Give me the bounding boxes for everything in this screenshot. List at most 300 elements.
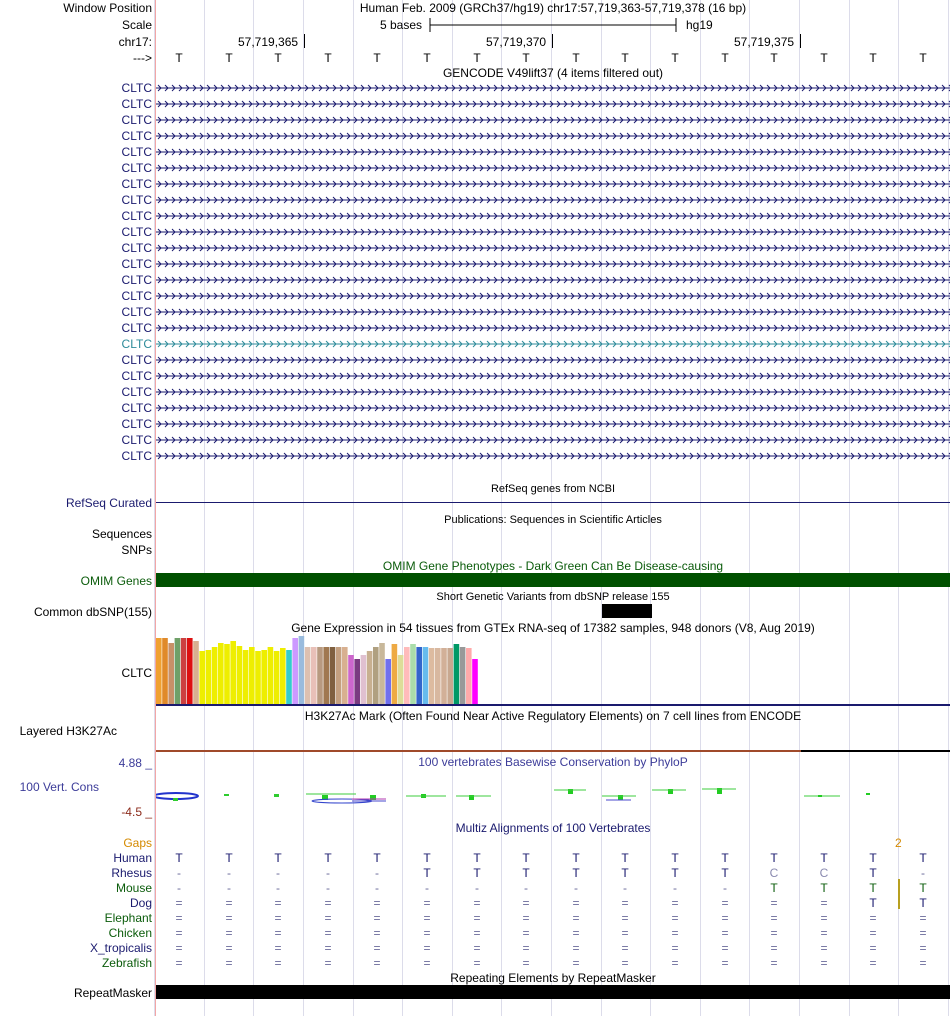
gene-transcript-line[interactable] [156, 275, 950, 285]
alignment-base: T [274, 851, 282, 865]
alignment-base: = [373, 926, 381, 940]
gene-track-label[interactable]: CLTC [121, 145, 152, 159]
gene-track-label[interactable]: CLTC [121, 417, 152, 431]
alignment-base: = [274, 926, 282, 940]
base-letter: T [373, 51, 381, 65]
alignment-base: = [919, 941, 927, 955]
snps-label[interactable]: SNPs [121, 543, 152, 557]
alignment-base: = [324, 941, 332, 955]
position-text: Human Feb. 2009 (GRCh37/hg19) chr17:57,719,363-57,719,378 (16 bp) [359, 1, 747, 15]
repeatmasker-label[interactable]: RepeatMasker [73, 986, 152, 1000]
alignment-base: T [721, 866, 729, 880]
alignment-base: = [572, 896, 580, 910]
alignment-base: = [225, 896, 233, 910]
species-label[interactable]: Chicken [108, 926, 152, 940]
gene-transcript-line[interactable] [156, 339, 950, 349]
alignment-base: = [671, 926, 679, 940]
alignment-base: - [326, 881, 330, 895]
gtex-tissue-bar[interactable] [305, 647, 311, 704]
base-letter: T [522, 51, 530, 65]
gene-transcript-line[interactable] [156, 195, 950, 205]
gene-transcript-line[interactable] [156, 147, 950, 157]
gene-transcript-line[interactable] [156, 179, 950, 189]
omim-gene-bar[interactable] [156, 573, 950, 587]
omim-title: OMIM Gene Phenotypes - Dark Green Can Be Disease-causing [382, 559, 724, 573]
gene-transcript-line[interactable] [156, 371, 950, 381]
gtex-tissue-bar[interactable] [373, 647, 379, 704]
gene-track-label[interactable]: CLTC [121, 161, 152, 175]
gene-track-label[interactable]: CLTC [121, 401, 152, 415]
gtex-tissue-bar[interactable] [342, 647, 348, 704]
refseq-label[interactable]: RefSeq Curated [65, 496, 152, 510]
gtex-tissue-bar[interactable] [460, 647, 466, 704]
alignment-base: = [869, 956, 877, 970]
gtex-tissue-bar[interactable] [311, 647, 317, 704]
gtex-tissue-bar[interactable] [261, 650, 267, 704]
base-letter: T [721, 51, 729, 65]
gtex-tissue-bar[interactable] [274, 651, 280, 704]
alignment-base: T [572, 851, 580, 865]
base-letter: T [274, 51, 282, 65]
alignment-base: - [921, 866, 925, 880]
base-letter: T [869, 51, 877, 65]
coord-tick [304, 34, 305, 48]
alignment-base: = [175, 911, 183, 925]
alignment-base: = [869, 926, 877, 940]
gtex-tissue-bar[interactable] [175, 638, 181, 704]
coord-tick-label: 57,719,365 [238, 35, 299, 49]
alignment-base: T [869, 851, 877, 865]
gtex-tissue-bar[interactable] [224, 644, 230, 704]
dbsnp-variant-block[interactable] [602, 604, 652, 618]
alignment-base: = [473, 911, 481, 925]
alignment-base: - [227, 881, 231, 895]
species-label[interactable]: Mouse [115, 881, 152, 895]
coord-tick-label: 57,719,375 [734, 35, 795, 49]
alignment-base: = [820, 896, 828, 910]
h3k27ac-label[interactable]: Layered H3K27Ac [19, 724, 117, 738]
coord-tick [800, 34, 801, 48]
alignment-base: T [621, 866, 629, 880]
gtex-gene-label[interactable]: CLTC [121, 666, 152, 680]
alignment-base: = [473, 941, 481, 955]
species-label[interactable]: Dog [129, 896, 152, 910]
common-dbsnp-label[interactable]: Common dbSNP(155) [33, 605, 152, 619]
alignment-base: = [175, 926, 183, 940]
alignment-base: T [770, 881, 778, 895]
phylop-title: 100 vertebrates Basewise Conservation by PhyloP [418, 755, 688, 769]
alignment-base: = [721, 896, 729, 910]
gtex-tissue-bar[interactable] [317, 647, 323, 704]
gtex-tissue-bar[interactable] [336, 647, 342, 704]
alignment-base: = [373, 911, 381, 925]
alignment-base: = [324, 956, 332, 970]
gene-transcript-line[interactable] [156, 403, 950, 413]
alignment-base: = [423, 911, 431, 925]
gtex-tissue-bar[interactable] [181, 638, 187, 704]
gtex-tissue-bar[interactable] [187, 638, 193, 704]
gtex-tissue-bar[interactable] [447, 648, 453, 704]
h3k27ac-signal-black[interactable] [801, 750, 950, 752]
alignment-base: - [723, 881, 727, 895]
refseq-title: RefSeq genes from NCBI [490, 483, 616, 495]
gtex-tissue-bar[interactable] [168, 643, 174, 704]
scale-bar [428, 17, 680, 33]
alignment-base: - [375, 866, 379, 880]
alignment-base: T [175, 851, 183, 865]
gtex-expression-chart[interactable] [156, 634, 950, 704]
gtex-tissue-bar[interactable] [392, 644, 398, 704]
gene-transcript-line[interactable] [156, 451, 950, 461]
alignment-base: = [770, 941, 778, 955]
gtex-tissue-bar[interactable] [354, 659, 360, 704]
gene-track-label[interactable]: CLTC [121, 225, 152, 239]
sequences-label[interactable]: Sequences [91, 527, 152, 541]
alignment-base: = [324, 911, 332, 925]
base-letter: T [473, 51, 481, 65]
gene-track-label[interactable]: CLTC [121, 177, 152, 191]
gene-transcript-line[interactable] [156, 211, 950, 221]
gene-track-label[interactable]: CLTC [121, 337, 152, 351]
refseq-gene-line[interactable] [156, 502, 950, 503]
base-letter: T [621, 51, 629, 65]
alignment-base: T [225, 851, 233, 865]
gtex-tissue-bar[interactable] [243, 650, 249, 704]
alignment-base: - [524, 881, 528, 895]
gene-transcript-line[interactable] [156, 99, 950, 109]
alignment-base: T [373, 851, 381, 865]
rmsk-repeat-bar[interactable] [156, 985, 950, 999]
gene-track-label[interactable]: CLTC [121, 97, 152, 111]
chrom-label: chr17: [118, 35, 152, 49]
alignment-base: = [175, 896, 183, 910]
gene-track-label[interactable]: CLTC [121, 305, 152, 319]
alignment-base: = [473, 926, 481, 940]
alignment-base: - [475, 881, 479, 895]
alignment-base: - [326, 866, 330, 880]
alignment-base: = [770, 956, 778, 970]
cons-min-label: -4.5 _ [121, 805, 152, 819]
species-label[interactable]: Elephant [104, 911, 152, 925]
alignment-base: = [671, 941, 679, 955]
gene-track-label[interactable]: CLTC [121, 433, 152, 447]
gene-transcript-line[interactable] [156, 83, 950, 93]
alignment-base: = [820, 941, 828, 955]
gtex-tissue-bar[interactable] [361, 655, 367, 704]
gene-transcript-line[interactable] [156, 419, 950, 429]
gtex-tissue-bar[interactable] [162, 638, 168, 704]
alignment-base: = [621, 956, 629, 970]
gtex-tissue-bar[interactable] [156, 638, 162, 704]
species-label[interactable]: Rhesus [111, 866, 152, 880]
alignment-base: = [572, 926, 580, 940]
gtex-tissue-bar[interactable] [472, 659, 478, 704]
base-letter: T [820, 51, 828, 65]
track-labels-panel [0, 0, 155, 1016]
alignment-base: T [869, 866, 877, 880]
gtex-tissue-bar[interactable] [348, 655, 354, 704]
gtex-tissue-bar[interactable] [199, 651, 205, 704]
gtex-tissue-bar[interactable] [435, 648, 441, 704]
alignment-base: = [919, 956, 927, 970]
alignment-base: = [770, 911, 778, 925]
alignment-base: = [869, 941, 877, 955]
alignment-base: = [522, 896, 530, 910]
alignment-base: - [177, 881, 181, 895]
gtex-baseline [156, 704, 950, 706]
gtex-title: Gene Expression in 54 tissues from GTEx RNA-seq of 17382 samples, 948 donors (V8, Aug 2019) [291, 621, 815, 635]
base-letter: T [423, 51, 431, 65]
alignment-base: - [375, 881, 379, 895]
alignment-base: = [373, 896, 381, 910]
alignment-base: T [522, 866, 530, 880]
alignment-base: - [425, 881, 429, 895]
base-letter: T [324, 51, 332, 65]
gtex-tissue-bar[interactable] [416, 647, 422, 704]
base-letter: T [225, 51, 233, 65]
browser-image-panel[interactable] [156, 0, 950, 1016]
alignment-base: = [473, 896, 481, 910]
phylop-conservation-plot[interactable] [156, 780, 950, 810]
alignment-base: C [769, 866, 779, 880]
gene-track-label[interactable]: CLTC [121, 113, 152, 127]
gtex-tissue-bar[interactable] [212, 647, 218, 704]
alignment-base: = [473, 956, 481, 970]
gap-marker [898, 879, 900, 909]
alignment-base: = [621, 911, 629, 925]
gene-transcript-line[interactable] [156, 163, 950, 173]
alignment-base: = [869, 911, 877, 925]
species-label[interactable]: Human [113, 851, 152, 865]
gene-track-label[interactable]: CLTC [121, 369, 152, 383]
alignment-base: = [770, 896, 778, 910]
gtex-tissue-bar[interactable] [454, 644, 460, 704]
coord-tick-label: 57,719,370 [486, 35, 547, 49]
gene-track-label[interactable]: CLTC [121, 353, 152, 367]
gene-transcript-line[interactable] [156, 227, 950, 237]
alignment-base: = [671, 956, 679, 970]
gtex-tissue-bar[interactable] [249, 647, 255, 704]
alignment-base: T [572, 866, 580, 880]
gtex-tissue-bar[interactable] [292, 638, 298, 704]
gtex-tissue-bar[interactable] [255, 651, 261, 704]
alignment-base: T [869, 881, 877, 895]
alignment-base: = [820, 911, 828, 925]
alignment-base: = [522, 956, 530, 970]
alignment-base: = [225, 926, 233, 940]
alignment-base: = [919, 911, 927, 925]
alignment-base: T [473, 851, 481, 865]
base-letter: T [770, 51, 778, 65]
alignment-base: = [225, 911, 233, 925]
base-letter: T [175, 51, 183, 65]
gene-transcript-line[interactable] [156, 131, 950, 141]
gtex-tissue-bar[interactable] [218, 643, 224, 704]
species-label[interactable]: X_tropicalis [89, 941, 152, 955]
alignment-base: = [721, 941, 729, 955]
alignment-base: = [522, 941, 530, 955]
alignment-base: = [770, 926, 778, 940]
alignment-base: = [225, 956, 233, 970]
gridline [154, 0, 155, 1016]
gene-track-label[interactable]: CLTC [121, 289, 152, 303]
gene-track-label[interactable]: CLTC [121, 257, 152, 271]
gtex-tissue-bar[interactable] [237, 646, 243, 704]
rmsk-title: Repeating Elements by RepeatMasker [450, 971, 656, 985]
alignment-base: = [572, 956, 580, 970]
alignment-base: = [721, 926, 729, 940]
gtex-tissue-bar[interactable] [323, 647, 329, 704]
dbsnp-title: Short Genetic Variants from dbSNP release 155 [436, 591, 670, 603]
gtex-tissue-bar[interactable] [398, 655, 404, 704]
gene-track-label[interactable]: CLTC [121, 241, 152, 255]
gtex-tissue-bar[interactable] [367, 651, 373, 704]
alignment-base: T [473, 866, 481, 880]
cons-max-label: 4.88 _ [118, 756, 152, 770]
gene-transcript-line[interactable] [156, 291, 950, 301]
alignment-base: = [175, 956, 183, 970]
alignment-base: = [324, 926, 332, 940]
alignment-base: - [227, 866, 231, 880]
alignment-base: T [919, 881, 927, 895]
gene-track-label[interactable]: CLTC [121, 193, 152, 207]
alignment-base: - [623, 881, 627, 895]
gtex-tissue-bar[interactable] [429, 648, 435, 704]
h3k27ac-signal-red[interactable] [156, 750, 801, 752]
gene-track-label[interactable]: CLTC [121, 321, 152, 335]
gene-track-label[interactable]: CLTC [121, 129, 152, 143]
alignment-base: = [423, 896, 431, 910]
species-label[interactable]: Zebrafish [101, 956, 152, 970]
alignment-base: = [423, 941, 431, 955]
alignment-base: = [820, 926, 828, 940]
gene-transcript-line[interactable] [156, 435, 950, 445]
alignment-base: = [721, 911, 729, 925]
alignment-base: = [522, 911, 530, 925]
alignment-base: T [919, 851, 927, 865]
strand-label: ---> [133, 51, 152, 65]
alignment-base: = [621, 941, 629, 955]
alignment-base: = [274, 941, 282, 955]
gene-transcript-line[interactable] [156, 323, 950, 333]
alignment-base: = [274, 956, 282, 970]
gtex-tissue-bar[interactable] [404, 647, 410, 704]
h3k27ac-title: H3K27Ac Mark (Often Found Near Active Regulatory Elements) on 7 cell lines from ENCODE [304, 709, 802, 723]
window-position-label: Window Position [63, 1, 152, 15]
scale-label: Scale [121, 18, 152, 32]
alignment-base: T [919, 896, 927, 910]
alignment-base: = [423, 926, 431, 940]
alignment-base: = [373, 941, 381, 955]
alignment-base: - [574, 881, 578, 895]
alignment-base: = [621, 896, 629, 910]
gtex-tissue-bar[interactable] [410, 644, 416, 704]
cons-name-label[interactable]: 100 Vert. Cons [19, 780, 99, 794]
gencode-title: GENCODE V49lift37 (4 items filtered out) [442, 66, 664, 80]
gene-transcript-line[interactable] [156, 387, 950, 397]
gene-transcript-line[interactable] [156, 115, 950, 125]
alignment-base: = [671, 896, 679, 910]
gene-track-label[interactable]: CLTC [121, 209, 152, 223]
alignment-base: = [373, 956, 381, 970]
alignment-base: T [324, 851, 332, 865]
omim-label[interactable]: OMIM Genes [80, 574, 152, 588]
alignment-base: - [276, 881, 280, 895]
base-letter: T [671, 51, 679, 65]
gtex-tissue-bar[interactable] [423, 647, 429, 704]
alignment-base: T [522, 851, 530, 865]
gtex-tissue-bar[interactable] [385, 659, 391, 704]
gene-transcript-line[interactable] [156, 243, 950, 253]
alignment-base: = [820, 956, 828, 970]
gene-transcript-line[interactable] [156, 307, 950, 317]
alignment-base: C [819, 866, 829, 880]
alignment-base: = [274, 911, 282, 925]
pubs-title: Publications: Sequences in Scientific Articles [444, 514, 662, 526]
alignment-base: = [572, 911, 580, 925]
alignment-base: = [919, 926, 927, 940]
gtex-tissue-bar[interactable] [286, 650, 292, 704]
alignment-base: = [274, 896, 282, 910]
gene-track-label[interactable]: CLTC [121, 385, 152, 399]
alignment-base: = [522, 926, 530, 940]
alignment-base: - [177, 866, 181, 880]
alignment-base: = [175, 941, 183, 955]
alignment-base: = [721, 956, 729, 970]
gtex-tissue-bar[interactable] [230, 641, 236, 704]
alignment-base: T [869, 896, 877, 910]
alignment-base: = [671, 911, 679, 925]
alignment-base: = [324, 896, 332, 910]
alignment-base: T [721, 851, 729, 865]
gtex-tissue-bar[interactable] [299, 636, 305, 704]
assembly-text: hg19 [686, 18, 713, 32]
gtex-tissue-bar[interactable] [330, 647, 336, 704]
alignment-base: T [671, 866, 679, 880]
gene-transcript-line[interactable] [156, 355, 950, 365]
gtex-tissue-bar[interactable] [206, 650, 212, 704]
gene-track-label[interactable]: CLTC [121, 449, 152, 463]
alignment-base: = [225, 941, 233, 955]
multiz-title: Multiz Alignments of 100 Vertebrates [455, 821, 651, 835]
gtex-tissue-bar[interactable] [441, 648, 447, 704]
alignment-base: = [621, 926, 629, 940]
alignment-base: = [572, 941, 580, 955]
alignment-base: T [423, 866, 431, 880]
gtex-tissue-bar[interactable] [268, 647, 274, 704]
gaps-label[interactable]: Gaps [123, 836, 152, 850]
gtex-tissue-bar[interactable] [379, 643, 385, 704]
alignment-base: T [820, 881, 828, 895]
alignment-base: - [673, 881, 677, 895]
alignment-base: T [671, 851, 679, 865]
alignment-base: T [820, 851, 828, 865]
gtex-tissue-bar[interactable] [280, 648, 286, 704]
gaps-value: 2 [895, 836, 902, 850]
alignment-base: = [423, 956, 431, 970]
gene-track-label[interactable]: CLTC [121, 81, 152, 95]
scale-text: 5 bases [380, 18, 423, 32]
gtex-tissue-bar[interactable] [193, 641, 199, 704]
gene-track-label[interactable]: CLTC [121, 273, 152, 287]
alignment-base: T [423, 851, 431, 865]
alignment-base: T [621, 851, 629, 865]
base-letter: T [572, 51, 580, 65]
base-letter: T [919, 51, 927, 65]
gene-transcript-line[interactable] [156, 259, 950, 269]
alignment-base: T [770, 851, 778, 865]
gtex-tissue-bar[interactable] [466, 648, 472, 704]
